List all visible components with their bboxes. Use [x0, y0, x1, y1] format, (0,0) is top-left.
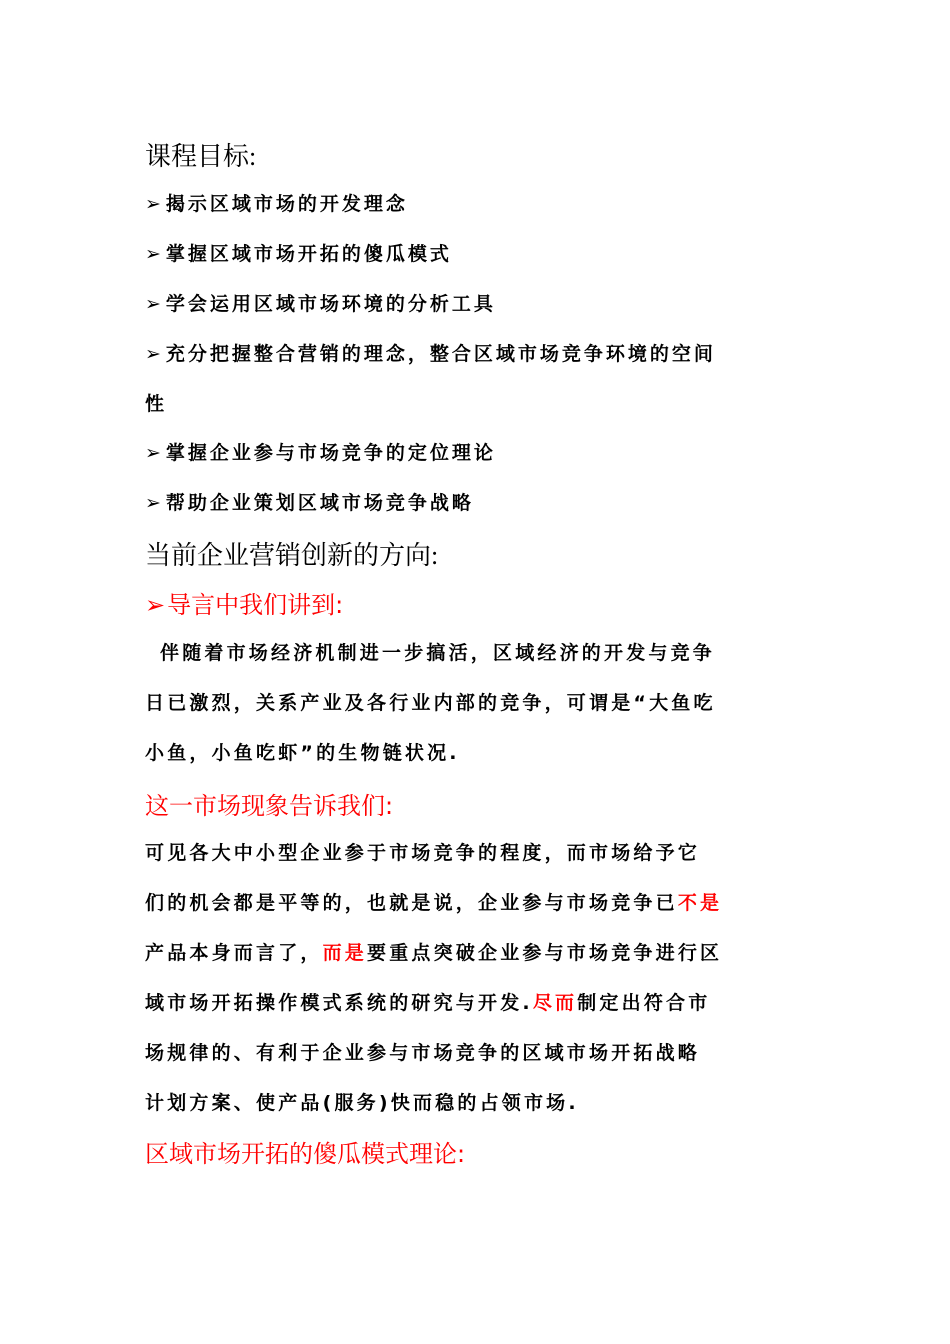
- emphasis-text: 尽而: [532, 992, 578, 1014]
- intro-line: 伴随着市场经济机制进一步搞活，区域经济的开发与竞争: [160, 642, 716, 664]
- paragraph-line: 场规律的、有利于企业参与市场竞争的区域市场开拓战略: [145, 1042, 701, 1064]
- theory-heading: 区域市场开拓的傻瓜模式理论:: [145, 1140, 466, 1168]
- goal-item: ➢ 掌握企业参与市场竞争的定位理论: [145, 442, 496, 464]
- arrow-bullet-icon: ➢: [145, 293, 164, 315]
- phenomenon-heading: 这一市场现象告诉我们:: [145, 792, 394, 820]
- intro-heading: ➢导言中我们讲到:: [145, 591, 344, 619]
- intro-line: 日已激烈，关系产业及各行业内部的竞争，可谓是“大鱼吃: [145, 692, 716, 714]
- goal-item: ➢ 揭示区域市场的开发理念: [145, 193, 408, 215]
- emphasis-text: 不是: [677, 892, 723, 914]
- goal-item-continuation: 性: [145, 393, 168, 415]
- arrow-bullet-icon: ➢: [145, 193, 164, 215]
- arrow-bullet-icon: ➢: [145, 343, 164, 365]
- paragraph-line: 域市场开拓操作模式系统的研究与开发.尽而制定出符合市: [145, 992, 711, 1014]
- arrow-bullet-icon: ➢: [145, 591, 166, 619]
- emphasis-text: 而是: [322, 942, 368, 964]
- goal-item: ➢ 帮助企业策划区域市场竞争战略: [145, 492, 474, 514]
- intro-line: 小鱼，小鱼吃虾”的生物链状况.: [145, 742, 460, 764]
- arrow-bullet-icon: ➢: [145, 243, 164, 265]
- paragraph-line: 计划方案、使产品(服务)快而稳的占领市场.: [145, 1092, 579, 1114]
- goal-item: ➢ 充分把握整合营销的理念，整合区域市场竞争环境的空间: [145, 343, 716, 365]
- direction-title: 当前企业营销创新的方向:: [145, 541, 439, 570]
- paragraph-line: 可见各大中小型企业参于市场竞争的程度，而市场给予它: [145, 842, 701, 864]
- arrow-bullet-icon: ➢: [145, 492, 164, 514]
- goal-item: ➢ 学会运用区域市场环境的分析工具: [145, 293, 496, 315]
- goal-item: ➢ 掌握区域市场开拓的傻瓜模式: [145, 243, 452, 265]
- arrow-bullet-icon: ➢: [145, 442, 164, 464]
- course-goals-title: 课程目标:: [145, 142, 257, 171]
- paragraph-line: 产品本身而言了，而是要重点突破企业参与市场竞争进行区: [145, 942, 723, 964]
- paragraph-line: 们的机会都是平等的，也就是说，企业参与市场竞争已不是: [145, 892, 723, 914]
